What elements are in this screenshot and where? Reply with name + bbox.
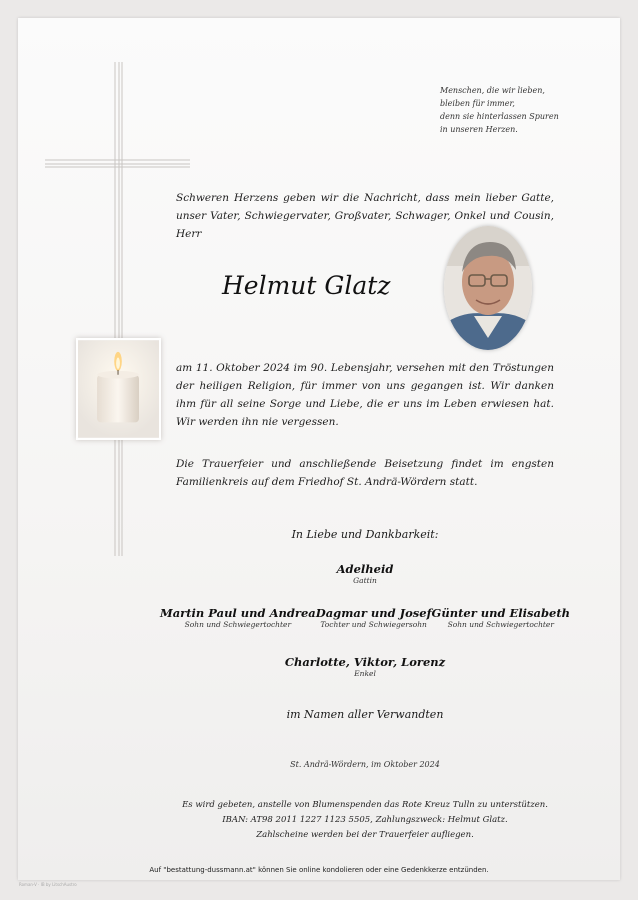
parte-sheet (18, 18, 620, 880)
mourner-name: Adelheid (336, 562, 394, 576)
mourner-role: Gattin (353, 576, 377, 585)
mourner-name: Dagmar und Josef (315, 606, 432, 620)
donation-line: Zahlscheine werden bei der Trauerfeier aufliegen. (256, 830, 474, 840)
mourner-name: Martin Paul und Andrea (160, 606, 316, 620)
mourner-children-row (160, 606, 570, 629)
mourner-role: Sohn und Schwiegertochter (184, 620, 292, 629)
candle-icon (78, 340, 159, 438)
mourner-spouse (160, 562, 570, 585)
mourner-grandchildren (160, 655, 570, 678)
mourner-name: Günter und Elisabeth (431, 606, 570, 620)
mourner-name: Charlotte, Viktor, Lorenz (284, 655, 446, 669)
portrait-image (444, 226, 532, 350)
mourner-child (160, 606, 316, 629)
quote-line: bleiben für immer, (440, 99, 515, 108)
mourner-role: Tochter und Schwiegersohn (320, 620, 427, 629)
passing-text: am 11. Oktober 2024 im 90. Lebensjahr, versehen mit den Tröstungen der heiligen Religion, für immer von uns gegangen ist. Wir danken ihm für all seine Sorge und Liebe, die er uns im Leben erwiesen hat. Wir werden ihn nie vergessen. (176, 362, 554, 428)
deceased-name: Helmut Glatz (222, 271, 391, 300)
condolence-footer: Auf "bestattung-dussmann.at" können Sie online kondolieren oder eine Gedenkkerze entzünden. (149, 866, 489, 874)
quote-line: denn sie hinterlassen Spuren (440, 112, 559, 121)
donation-line: IBAN: AT98 2011 1227 1123 5505, Zahlungszweck: Helmut Glatz. (222, 815, 508, 825)
funeral-text: Die Trauerfeier und anschließende Beisetzung findet im engsten Familienkreis auf dem Friedhof St. Andrä-Wördern statt. (176, 458, 554, 488)
imprint: Roman-V · IB by LitschAustro (19, 882, 77, 887)
intro-text: Schweren Herzens geben wir die Nachricht, dass mein lieber Gatte, unser Vater, Schwiegervater, Großvater, Schwager, Onkel und Cousin, Herr (176, 192, 554, 240)
relatives-line: im Namen aller Verwandten (286, 708, 444, 721)
candle-image (76, 338, 161, 440)
memorial-quote (440, 84, 559, 136)
donation-line: Es wird gebeten, anstelle von Blumenspenden das Rote Kreuz Tulln zu unterstützen. (182, 800, 548, 810)
quote-line: in unseren Herzen. (440, 125, 518, 134)
mourner-role: Enkel (354, 669, 376, 678)
quote-line: Menschen, die wir lieben, (440, 86, 545, 95)
place-date: St. Andrä-Wördern, im Oktober 2024 (290, 760, 440, 769)
mourner-role: Sohn und Schwiegertochter (447, 620, 554, 629)
mourner-child (432, 606, 570, 629)
mourner-child (316, 606, 432, 629)
thanks-line: In Liebe und Dankbarkeit: (291, 528, 439, 541)
donation-notice (160, 798, 570, 843)
deceased-photo (444, 226, 532, 350)
